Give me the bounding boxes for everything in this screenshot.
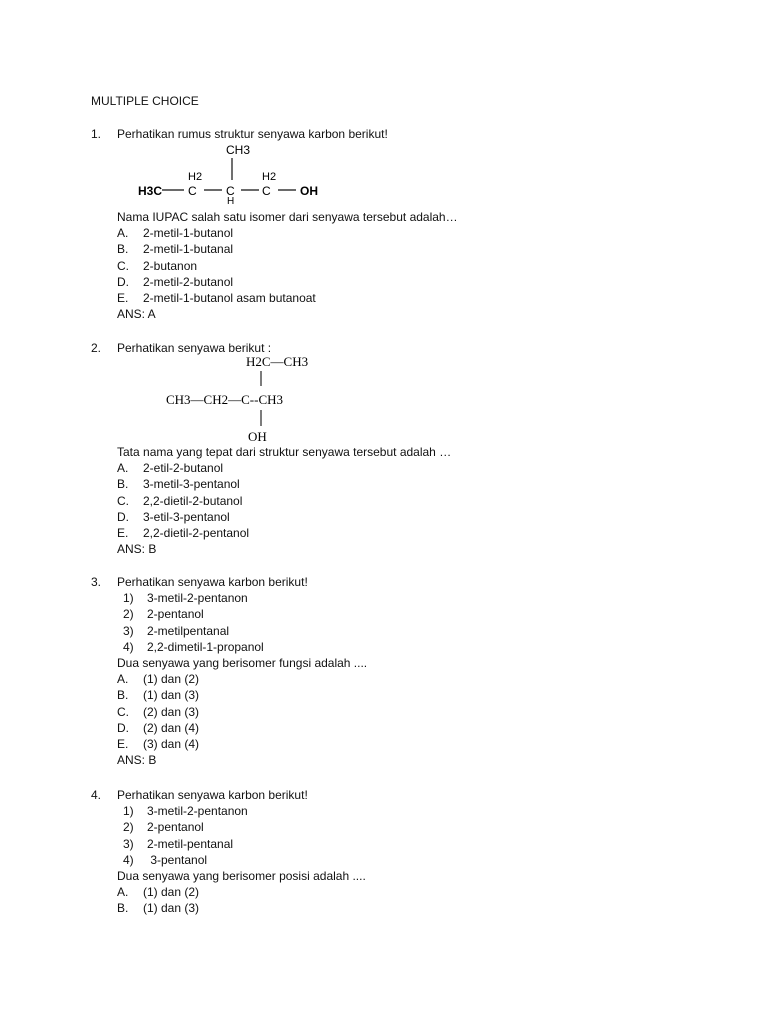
structure-diagram-1 bbox=[138, 140, 358, 204]
option-a[interactable]: A. (1) dan (2) bbox=[117, 672, 200, 687]
option-d[interactable]: D. (2) dan (4) bbox=[117, 720, 200, 735]
structure-diagram-2 bbox=[160, 352, 330, 444]
carbon-2-label: C bbox=[226, 184, 235, 198]
h2-left-label: H2 bbox=[188, 171, 203, 183]
answer-key: ANS: B bbox=[117, 753, 157, 768]
answer-key: ANS: A bbox=[117, 307, 156, 322]
list-item: 4) 2,2-dimetil-1-propanol bbox=[123, 639, 264, 654]
list-item: 3) 2-metilpentanal bbox=[123, 623, 230, 638]
option-b[interactable]: B. (1) dan (3) bbox=[117, 901, 200, 916]
h-bottom-label: H bbox=[227, 196, 235, 204]
question-text: Dua senyawa yang berisomer fungsi adalah .... bbox=[117, 655, 368, 670]
option-c[interactable]: C. 2-butanon bbox=[117, 258, 198, 273]
option-a[interactable]: A. 2-metil-1-butanol bbox=[117, 226, 234, 241]
option-b[interactable]: B. 2-metil-1-butanal bbox=[117, 242, 234, 257]
oh-label: OH bbox=[248, 429, 267, 444]
option-a[interactable]: A. (1) dan (2) bbox=[117, 885, 200, 900]
answer-key: ANS: B bbox=[117, 542, 157, 557]
main-chain-label: CH3—CH2—C--CH3 bbox=[166, 392, 284, 407]
h2-right-label: H2 bbox=[262, 171, 277, 183]
question-stem: Perhatikan senyawa karbon berikut! bbox=[117, 788, 308, 802]
option-a[interactable]: A. 2-etil-2-butanol bbox=[117, 461, 224, 476]
section-title: MULTIPLE CHOICE bbox=[91, 94, 199, 108]
list-item: 2) 2-pentanol bbox=[123, 820, 204, 835]
question-text: Tata nama yang tepat dari struktur senyawa tersebut adalah … bbox=[117, 445, 452, 459]
question-stem: Perhatikan senyawa karbon berikut! bbox=[117, 575, 308, 589]
list-item: 2) 2-pentanol bbox=[123, 607, 204, 622]
question-stem: Perhatikan rumus struktur senyawa karbon berikut! bbox=[117, 127, 388, 141]
question-number: 4. bbox=[91, 788, 102, 802]
option-e[interactable]: E. 2,2-dietil-2-pentanol bbox=[117, 525, 250, 540]
oh-label: OH bbox=[300, 184, 318, 198]
question-text: Nama IUPAC salah satu isomer dari senyawa tersebut adalah… bbox=[117, 210, 458, 224]
question-number: 2. bbox=[91, 341, 102, 355]
question-text: Dua senyawa yang berisomer posisi adalah .... bbox=[117, 868, 366, 883]
top-group-label: H2C—CH3 bbox=[246, 354, 309, 369]
option-c[interactable]: C. 2,2-dietil-2-butanol bbox=[117, 493, 243, 508]
option-e[interactable]: E. 2-metil-1-butanol asam butanoat bbox=[117, 290, 316, 305]
option-d[interactable]: D. 3-etil-3-pentanol bbox=[117, 509, 230, 524]
ch3-label: CH3 bbox=[226, 143, 251, 157]
list-item: 1) 3-metil-2-pentanon bbox=[123, 591, 248, 606]
list-item: 1) 3-metil-2-pentanon bbox=[123, 804, 248, 819]
list-item: 4) 3-pentanol bbox=[123, 852, 208, 867]
carbon-1-label: C bbox=[188, 184, 197, 198]
question-stem: Perhatikan senyawa berikut : bbox=[117, 341, 272, 355]
question-number: 3. bbox=[91, 575, 102, 589]
list-item: 3) 2-metil-pentanal bbox=[123, 836, 234, 851]
h3c-label: H3C bbox=[138, 184, 163, 198]
carbon-3-label: C bbox=[262, 184, 271, 198]
option-e[interactable]: E. (3) dan (4) bbox=[117, 736, 200, 751]
option-d[interactable]: D. 2-metil-2-butanol bbox=[117, 274, 234, 289]
option-c[interactable]: C. (2) dan (3) bbox=[117, 704, 200, 719]
option-b[interactable]: B. 3-metil-3-pentanol bbox=[117, 477, 240, 492]
question-number: 1. bbox=[91, 127, 102, 141]
option-b[interactable]: B. (1) dan (3) bbox=[117, 688, 200, 703]
